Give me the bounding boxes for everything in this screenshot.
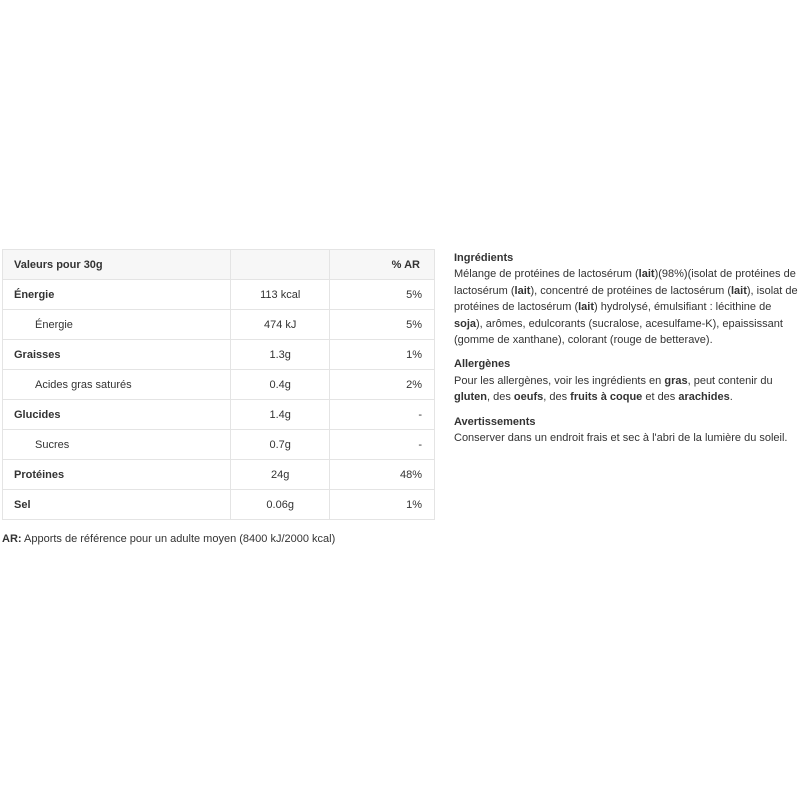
allergens-text-part: , des (543, 391, 571, 404)
allergens-bold: gras (664, 374, 688, 387)
allergens-text-part: Pour les allergènes, voir les ingrédients en (454, 374, 665, 387)
ingredients-allergen-bold: lait (638, 268, 655, 281)
ingredients-allergen-bold: lait (730, 284, 747, 297)
nutrient-ar: 1% (330, 490, 435, 520)
ingredients-title: Ingrédients (454, 252, 514, 264)
nutrient-value: 1.3g (230, 340, 329, 370)
allergens-bold: fruits à coque (570, 391, 643, 404)
nutrient-ar: 5% (330, 280, 435, 310)
ingredients-text-part: Mélange de protéines de lactosérum ( (454, 268, 639, 281)
table-row-proteines (3, 460, 435, 490)
table-row-glucides (3, 400, 435, 430)
ar-footnote (2, 533, 335, 545)
ingredients-allergen-bold: lait (514, 284, 531, 297)
ingredients-text-part: ), arômes, edulcorants (sucralose, acesulfame-K), epaississant (gomme de xanthane), colorant (rouge de betterave). (454, 317, 783, 347)
table-row-acides-gras-satures (3, 370, 435, 400)
allergens-title: Allergènes (454, 358, 511, 371)
ingredients-text-part: )(98%)(isolat de protéines de lactosérum ( (454, 268, 796, 297)
nutrient-value: 113 kcal (230, 280, 329, 310)
nutrient-ar: 2% (330, 370, 435, 400)
nutrient-ar: - (330, 430, 435, 460)
table-row-energie-kcal (3, 280, 435, 310)
nutrient-name: Énergie (3, 280, 231, 310)
warnings-text: Conserver dans un endroit frais et sec à l'abri de la lumière du soleil. (454, 432, 788, 445)
ingredients-text-part: ), isolat de protéines de lactosérum ( (454, 284, 798, 314)
table-row-graisses (3, 340, 435, 370)
allergens-text-part: , peut contenir du (687, 374, 773, 387)
table-row-sel (3, 490, 435, 520)
nutrient-name: Sucres (3, 430, 231, 460)
ingredients-text (454, 266, 798, 348)
ingredients-allergen-bold: lait (578, 301, 595, 314)
nutrient-name: Graisses (3, 340, 231, 370)
nutrient-name: Protéines (3, 460, 231, 490)
allergens-bold: gluten (454, 391, 487, 404)
nutrient-name: Glucides (3, 400, 231, 430)
table-row-energie-kj (3, 310, 435, 340)
nutrition-table-header (3, 250, 435, 280)
product-info-section (454, 250, 798, 446)
header-value (230, 250, 329, 280)
nutrient-ar: 5% (330, 310, 435, 340)
nutrient-name: Sel (3, 490, 231, 520)
ingredients-allergen-bold: soja (454, 317, 477, 330)
nutrient-name: Énergie (3, 310, 231, 340)
header-ar: % AR (330, 250, 435, 280)
ingredients-text-part: ), concentré de protéines de lactosérum ( (530, 284, 731, 297)
ar-footnote-text: Apports de référence pour un adulte moyen (8400 kJ/2000 kcal) (21, 533, 336, 545)
nutrition-table-section (2, 249, 435, 520)
warnings-title: Avertissements (454, 415, 536, 428)
allergens-bold: oeufs (513, 391, 544, 404)
allergens-text-part: . (729, 391, 733, 404)
table-row-sucres (3, 430, 435, 460)
nutrient-value: 474 kJ (230, 310, 329, 340)
allergens-text (454, 373, 798, 406)
nutrient-ar: 48% (330, 460, 435, 490)
nutrient-ar: - (330, 400, 435, 430)
nutrition-table (2, 249, 435, 520)
allergens-text-part: et des (642, 391, 679, 404)
ar-footnote-label: AR: (2, 533, 22, 545)
nutrient-value: 24g (230, 460, 329, 490)
allergens-bold: arachides (678, 391, 730, 404)
nutrient-value: 0.06g (230, 490, 329, 520)
allergens-text-part: , des (487, 391, 514, 404)
nutrient-value: 0.4g (230, 370, 329, 400)
nutrient-value: 1.4g (230, 400, 329, 430)
nutrient-name: Acides gras saturés (3, 370, 231, 400)
nutrient-value: 0.7g (230, 430, 329, 460)
ingredients-text-part: ) hydrolysé, émulsifiant : lécithine de (594, 301, 772, 314)
nutrient-ar: 1% (330, 340, 435, 370)
header-label: Valeurs pour 30g (3, 250, 231, 280)
